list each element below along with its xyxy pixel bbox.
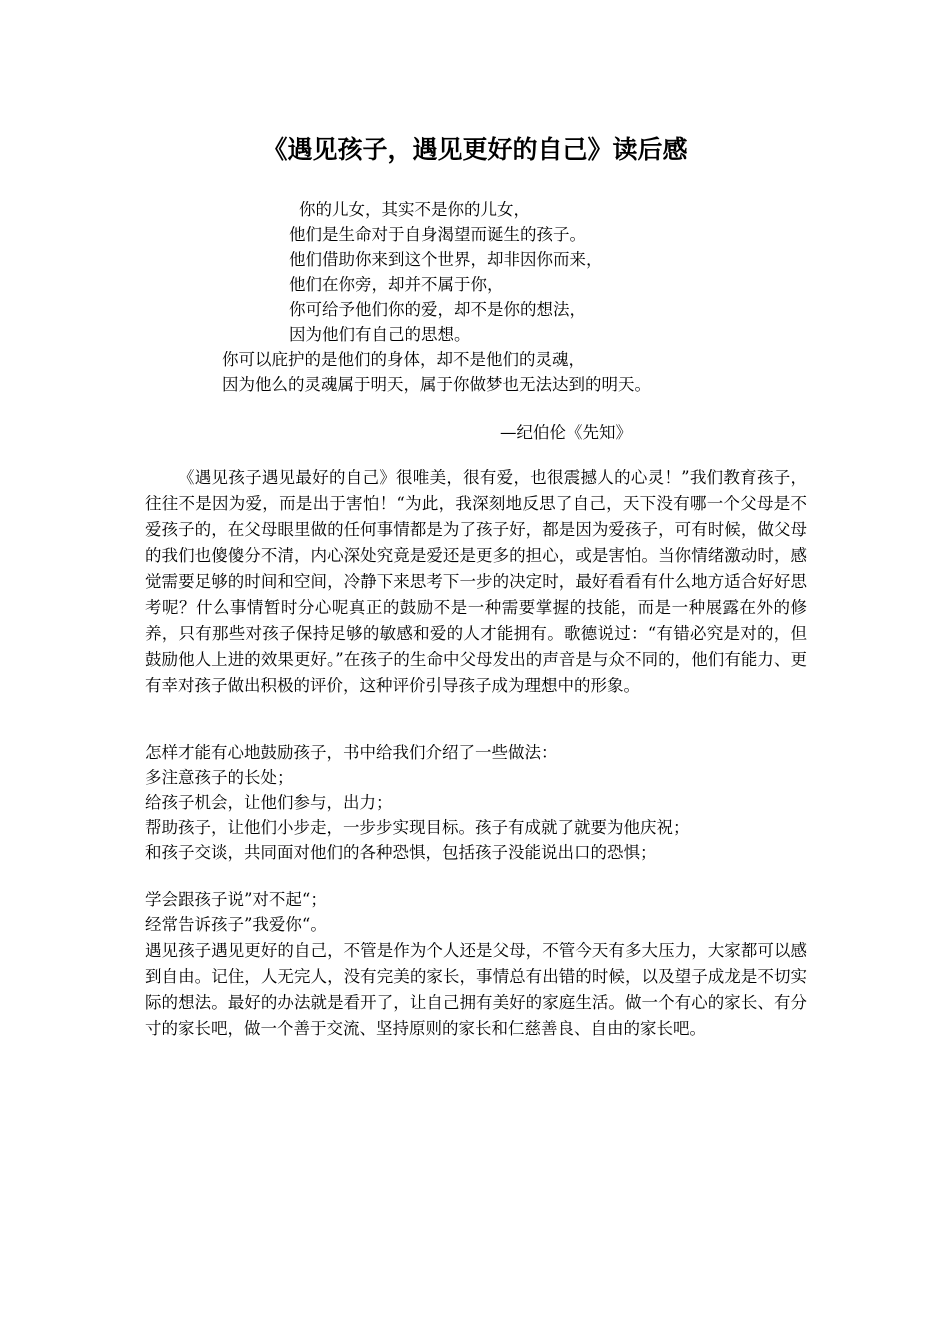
poem-line-4: 他们在你旁，却并不属于你，	[289, 275, 504, 294]
poem-line-8: 因为他么的灵魂属于明天，属于你做梦也无法达到的明天。	[222, 375, 651, 394]
list-item: 和孩子交谈，共同面对他们的各种恐惧，包括孩子没能说出口的恐惧；	[145, 843, 657, 862]
paragraph-1: 《遇见孩子遇见最好的自己》很唯美，很有爱，也很震撼人的心灵！”我们教育孩子，往往不是因为爱，而是出于害怕！“为此，我深刻地反思了自己，天下没有哪一个父母是不爱孩子的，在父母眼里做的任何事情都是为了孩子好，都是因为爱孩子，可有时候，做父母的我们也傻傻分不清，内心深处究竟是爱还是更多的担心，或是害怕。当你情绪激动时，感觉需要足够的时间和空间，冷静下来思考下一步的决定时，最好看看有什么地方适合好好思考呢？什么事情暂时分心呢真正的鼓励不是一种需要掌握的技能，而是一种展露在外的修养，只有那些对孩子保持足够的敏感和爱的人才能拥有。歌德说过：“有错必究是对的，但鼓励他人上进的效果更好。”在孩子的生命中父母发出的声音是与众不同的，他们有能力、更有幸对孩子做出积极的评价，这种评价引导孩子成为理想中的形象。	[145, 468, 807, 695]
list-item: 给孩子机会，让他们参与，出力；	[145, 793, 393, 812]
poem-line-6: 因为他们有自己的思想。	[289, 325, 471, 344]
document-title: 《遇见孩子，遇见更好的自己》读后感	[262, 135, 688, 164]
list-intro: 怎样才能有心地鼓励孩子，书中给我们介绍了一些做法：	[145, 743, 558, 762]
poem-line-3: 他们借助你来到这个世界，却非因你而来，	[289, 250, 603, 269]
list-item: 帮助孩子，让他们小步走，一步步实现目标。孩子有成就了就要为他庆祝；	[145, 818, 690, 837]
poem-line-7: 你可以庇护的是他们的身体，却不是他们的灵魂，	[222, 350, 585, 369]
list-item: 经常告诉孩子”我爱你“。	[145, 915, 327, 934]
list-item: 学会跟孩子说”对不起“；	[145, 890, 327, 909]
poem-line-1: 你的儿女，其实不是你的儿女，	[299, 200, 530, 219]
poem-line-5: 你可给予他们你的爱，却不是你的想法，	[289, 300, 586, 319]
poem-attribution: —纪伯伦《先知》	[500, 423, 632, 442]
paragraph-2: 遇见孩子遇见更好的自己，不管是作为个人还是父母，不管今天有多大压力，大家都可以感到自由。记住，人无完人，没有完美的家长，事情总有出错的时候，以及望子成龙是不切实际的想法。最好的办法就是看开了，让自己拥有美好的家庭生活。做一个有心的家长、有分寸的家长吧，做一个善于交流、坚持原则的家长和仁慈善良、自由的家长吧。	[145, 941, 807, 1038]
poem-line-2: 他们是生命对于自身渴望而诞生的孩子。	[289, 225, 586, 244]
list-item: 多注意孩子的长处；	[145, 768, 294, 787]
